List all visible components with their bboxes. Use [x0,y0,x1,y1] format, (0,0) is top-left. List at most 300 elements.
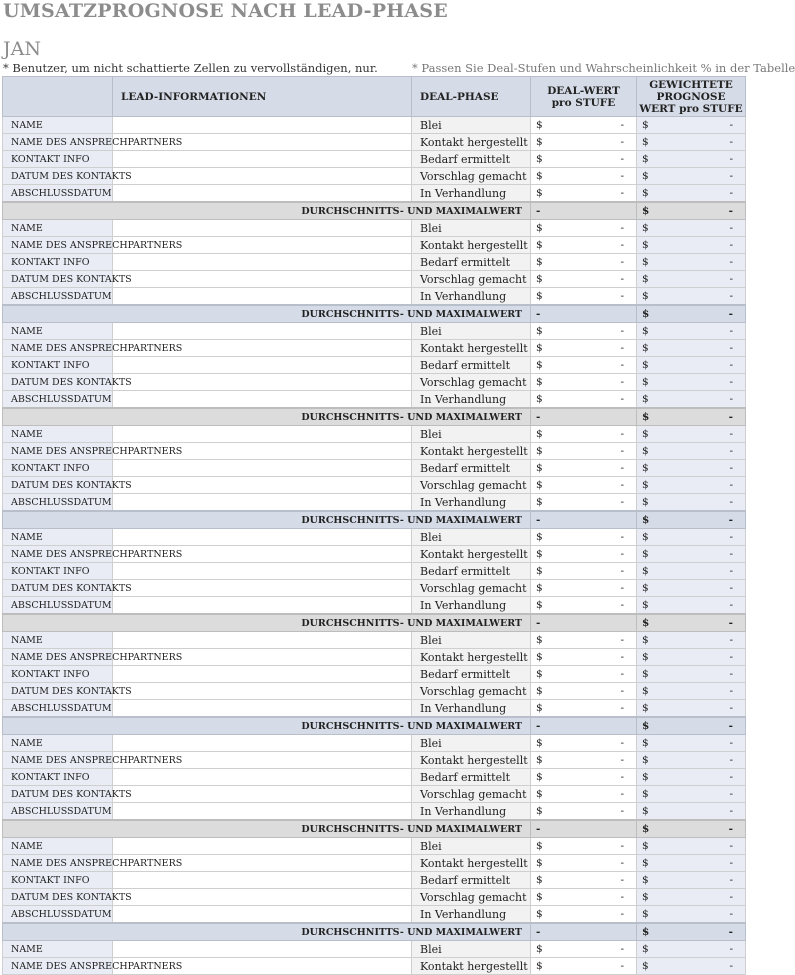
empty-value: - [620,479,624,491]
deal-value-cell[interactable] [531,220,637,237]
deal-value-cell-wrap [531,170,636,182]
row-label [3,580,132,597]
deal-value-cell[interactable] [531,683,637,700]
currency-symbol: $ [642,805,649,817]
currency-symbol: $ [536,462,543,474]
table-row [3,649,746,666]
average-deal-value-wrap [531,308,636,320]
deal-value-cell[interactable] [531,460,637,477]
weighted-value-cell [637,168,746,185]
empty-value: - [729,771,733,783]
deal-phase-cell[interactable]: In Verhandlung [412,494,531,512]
weighted-value-cell-wrap [637,548,745,560]
empty-value: - [536,926,541,938]
empty-value: - [620,668,624,680]
deal-phase-cell[interactable]: In Verhandlung [412,185,531,203]
currency-symbol: $ [642,239,649,251]
average-deal-value-wrap [531,926,636,938]
weighted-value-cell [637,443,746,460]
weighted-value-cell-wrap [637,943,745,955]
deal-value-cell[interactable] [531,391,637,409]
deal-phase-cell[interactable]: Vorschlag gemacht [412,477,531,494]
currency-symbol: $ [642,153,649,165]
deal-phase-cell[interactable]: Blei [412,323,531,340]
weighted-value-cell [637,752,746,769]
lead-input-cell[interactable] [113,872,412,889]
empty-value: - [620,153,624,165]
lead-input-cell[interactable] [113,597,412,615]
deal-phase-cell[interactable]: Vorschlag gemacht [412,580,531,597]
deal-phase-cell[interactable]: Kontakt hergestellt [412,237,531,254]
weighted-value-cell [637,597,746,615]
currency-symbol: $ [536,891,543,903]
deal-phase-cell[interactable]: Bedarf ermittelt [412,151,531,168]
currency-symbol: $ [642,462,649,474]
table-row [3,889,746,906]
deal-value-cell[interactable] [531,838,637,855]
deal-phase-cell[interactable]: Kontakt hergestellt [412,546,531,563]
deal-value-cell[interactable] [531,185,637,203]
deal-phase-cell[interactable]: Vorschlag gemacht [412,889,531,906]
weighted-value-cell [637,271,746,288]
deal-phase-cell[interactable]: Bedarf ermittelt [412,460,531,477]
deal-value-cell[interactable] [531,477,637,494]
deal-value-cell-wrap [531,548,636,560]
lead-input-cell[interactable] [113,666,412,683]
row-label-text: NAME [11,531,43,543]
deal-phase-cell[interactable]: In Verhandlung [412,700,531,718]
weighted-value-cell-wrap [637,479,745,491]
deal-value-cell[interactable] [531,168,637,185]
currency-symbol: $ [536,136,543,148]
deal-value-cell[interactable] [531,597,637,615]
currency-symbol: $ [642,634,649,646]
weighted-value-cell-wrap [637,754,745,766]
deal-value-cell-wrap [531,290,636,302]
currency-symbol: $ [642,874,649,886]
lead-input-cell[interactable] [113,632,412,649]
row-label-text: NAME [11,428,43,440]
lead-input-cell[interactable] [113,220,412,237]
deal-value-cell-wrap [531,462,636,474]
empty-value: - [620,531,624,543]
table-row [3,340,746,357]
empty-value: - [728,617,733,629]
empty-value: - [729,428,733,440]
empty-value: - [620,187,624,199]
deal-value-cell-wrap [531,908,636,920]
deal-value-cell[interactable] [531,134,637,151]
weighted-value-cell [637,323,746,340]
empty-value: - [620,874,624,886]
lead-input-cell[interactable] [113,426,412,443]
row-label [3,546,183,563]
currency-symbol: $ [536,805,543,817]
empty-value: - [620,805,624,817]
deal-value-cell[interactable] [531,855,637,872]
empty-value: - [620,496,624,508]
currency-symbol: $ [642,668,649,680]
lead-input-cell[interactable] [113,357,412,374]
max-weighted-value [637,820,746,838]
deal-value-cell[interactable] [531,323,637,340]
deal-value-cell[interactable] [531,649,637,666]
lead-input-cell[interactable] [113,254,412,271]
empty-value: - [729,943,733,955]
lead-input-cell[interactable] [113,271,412,288]
currency-symbol: $ [536,153,543,165]
empty-value: - [536,205,541,217]
currency-symbol: $ [642,514,650,526]
lead-input-cell[interactable] [113,494,412,512]
empty-value: - [620,651,624,663]
deal-phase-cell[interactable]: Vorschlag gemacht [412,786,531,803]
weighted-value-cell [637,563,746,580]
lead-input-cell[interactable] [113,529,412,546]
deal-value-cell-wrap [531,943,636,955]
deal-value-cell[interactable] [531,426,637,443]
table-row [3,151,746,168]
deal-phase-cell[interactable]: In Verhandlung [412,391,531,409]
deal-value-cell-wrap [531,445,636,457]
row-label [3,649,183,666]
lead-input-cell[interactable] [113,580,412,597]
currency-symbol: $ [536,256,543,268]
currency-symbol: $ [642,496,649,508]
deal-phase-cell[interactable]: In Verhandlung [412,288,531,306]
lead-input-cell[interactable] [113,769,412,786]
weighted-value-cell-wrap [637,222,745,234]
empty-value: - [620,548,624,560]
max-weighted-value-wrap [637,411,745,423]
deal-phase-cell[interactable]: Blei [412,220,531,237]
empty-value: - [729,256,733,268]
deal-value-cell[interactable] [531,580,637,597]
empty-value: - [729,685,733,697]
header-deal-value [531,77,637,117]
deal-value-cell[interactable] [531,237,637,254]
max-weighted-value-wrap [637,514,745,526]
empty-value: - [536,308,541,320]
lead-input-cell[interactable] [113,288,412,306]
deal-value-cell[interactable] [531,546,637,563]
table-row [3,546,746,563]
row-label-text: NAME DES ANSPRECHPARTNERS [11,342,183,354]
lead-input-cell[interactable] [113,563,412,580]
currency-symbol: $ [536,239,543,251]
deal-value-cell[interactable] [531,666,637,683]
deal-phase-cell[interactable]: Kontakt hergestellt [412,752,531,769]
currency-symbol: $ [642,119,649,131]
lead-input-cell[interactable] [113,151,412,168]
deal-value-cell[interactable] [531,494,637,512]
currency-symbol: $ [642,565,649,577]
weighted-value-cell-wrap [637,496,745,508]
lead-input-cell[interactable] [113,786,412,803]
currency-symbol: $ [536,445,543,457]
empty-value: - [729,668,733,680]
currency-symbol: $ [642,926,650,938]
deal-value-cell[interactable] [531,632,637,649]
table-row [3,477,746,494]
table-row [3,769,746,786]
average-deal-value-wrap [531,823,636,835]
deal-value-cell-wrap [531,702,636,714]
lead-input-cell[interactable] [113,185,412,203]
empty-value: - [620,634,624,646]
lead-input-cell[interactable] [113,168,412,185]
empty-value: - [728,205,733,217]
empty-value: - [728,514,733,526]
deal-phase-cell[interactable]: Blei [412,735,531,752]
lead-input-cell[interactable] [113,683,412,700]
empty-value: - [728,411,733,423]
deal-phase-cell[interactable]: Kontakt hergestellt [412,134,531,151]
table-row [3,906,746,924]
weighted-value-cell-wrap [637,857,745,869]
table-row [3,271,746,288]
empty-value: - [729,342,733,354]
weighted-value-cell-wrap [637,119,745,131]
row-label-text: ABSCHLUSSDATUM [11,805,112,817]
empty-value: - [729,582,733,594]
lead-input-cell[interactable] [113,889,412,906]
empty-value: - [729,857,733,869]
table-row [3,494,746,512]
deal-value-cell[interactable] [531,443,637,460]
deal-value-cell[interactable] [531,357,637,374]
empty-value: - [620,908,624,920]
deal-phase-cell[interactable]: Kontakt hergestellt [412,958,531,975]
average-max-label: DURCHSCHNITTS- UND MAXIMALWERT [3,923,531,941]
lead-input-cell[interactable] [113,803,412,821]
row-label-text: DATUM DES KONTAKTS [11,479,132,491]
row-label [3,700,113,718]
empty-value: - [729,222,733,234]
table-row [3,134,746,151]
deal-value-cell[interactable] [531,752,637,769]
currency-symbol: $ [536,908,543,920]
currency-symbol: $ [642,823,650,835]
table-row [3,752,746,769]
row-label [3,958,183,975]
deal-phase-cell[interactable]: Blei [412,632,531,649]
average-deal-value-wrap [531,205,636,217]
lead-input-cell[interactable] [113,477,412,494]
deal-phase-cell[interactable]: In Verhandlung [412,906,531,924]
empty-value: - [620,376,624,388]
deal-value-cell-wrap [531,599,636,611]
currency-symbol: $ [642,754,649,766]
lead-input-cell[interactable] [113,700,412,718]
deal-phase-cell[interactable]: Kontakt hergestellt [412,855,531,872]
deal-value-cell[interactable] [531,735,637,752]
lead-input-cell[interactable] [113,460,412,477]
header-lead-info: LEAD-INFORMATIONEN [113,77,412,117]
table-row [3,580,746,597]
deal-value-cell[interactable] [531,958,637,975]
deal-phase-cell[interactable]: Blei [412,117,531,134]
currency-symbol: $ [642,187,649,199]
empty-value: - [620,737,624,749]
max-weighted-value [637,923,746,941]
lead-input-cell[interactable] [113,391,412,409]
deal-phase-cell[interactable]: Blei [412,838,531,855]
currency-symbol: $ [536,342,543,354]
deal-phase-cell[interactable]: Blei [412,529,531,546]
average-max-row [3,408,746,426]
empty-value: - [620,136,624,148]
deal-value-cell[interactable] [531,941,637,958]
row-label [3,134,183,151]
deal-phase-cell[interactable]: Vorschlag gemacht [412,168,531,185]
currency-symbol: $ [642,531,649,543]
deal-phase-cell[interactable]: Bedarf ermittelt [412,357,531,374]
deal-phase-cell[interactable]: Vorschlag gemacht [412,271,531,288]
row-label [3,460,113,477]
currency-symbol: $ [536,960,543,972]
deal-phase-cell[interactable]: Blei [412,941,531,958]
deal-value-cell[interactable] [531,374,637,391]
weighted-value-cell [637,494,746,512]
row-label [3,477,132,494]
empty-value: - [620,222,624,234]
deal-value-cell[interactable] [531,254,637,271]
weighted-value-cell-wrap [637,634,745,646]
deal-value-cell-wrap [531,788,636,800]
empty-value: - [729,599,733,611]
lead-input-cell[interactable] [113,323,412,340]
deal-phase-cell[interactable]: Bedarf ermittelt [412,254,531,271]
deal-value-cell[interactable] [531,786,637,803]
currency-symbol: $ [536,290,543,302]
empty-value: - [728,720,733,732]
deal-phase-cell[interactable]: Kontakt hergestellt [412,649,531,666]
deal-phase-cell[interactable]: Vorschlag gemacht [412,683,531,700]
weighted-value-cell [637,580,746,597]
row-label [3,288,113,306]
average-deal-value [531,717,637,735]
deal-value-cell[interactable] [531,271,637,288]
deal-value-cell[interactable] [531,563,637,580]
header-weighted-line3: WERT pro STUFE [639,102,743,115]
empty-value: - [620,170,624,182]
lead-input-cell[interactable] [113,374,412,391]
table-row [3,941,746,958]
currency-symbol: $ [642,273,649,285]
empty-value: - [620,290,624,302]
lead-input-cell[interactable] [113,735,412,752]
lead-input-cell[interactable] [113,906,412,924]
deal-phase-cell[interactable]: In Verhandlung [412,803,531,821]
currency-symbol: $ [536,393,543,405]
empty-value: - [536,514,541,526]
row-label [3,220,113,237]
empty-value: - [620,960,624,972]
row-label [3,906,113,924]
currency-symbol: $ [642,788,649,800]
empty-value: - [729,479,733,491]
deal-value-cell[interactable] [531,340,637,357]
lead-input-cell[interactable] [113,838,412,855]
row-label-text: DATUM DES KONTAKTS [11,376,132,388]
average-max-row [3,202,746,220]
average-max-label: DURCHSCHNITTS- UND MAXIMALWERT [3,717,531,735]
weighted-value-cell [637,288,746,306]
weighted-value-cell [637,529,746,546]
lead-input-cell[interactable] [113,117,412,134]
table-row [3,391,746,409]
currency-symbol: $ [536,479,543,491]
empty-value: - [729,908,733,920]
deal-phase-cell[interactable]: Kontakt hergestellt [412,443,531,460]
empty-value: - [620,273,624,285]
deal-phase-cell[interactable]: Bedarf ermittelt [412,769,531,786]
weighted-value-cell-wrap [637,239,745,251]
row-label-text: ABSCHLUSSDATUM [11,187,112,199]
table-row [3,460,746,477]
currency-symbol: $ [536,634,543,646]
empty-value: - [620,462,624,474]
currency-symbol: $ [536,771,543,783]
lead-input-cell[interactable] [113,941,412,958]
deal-value-cell[interactable] [531,803,637,821]
deal-value-cell[interactable] [531,529,637,546]
weighted-value-cell [637,237,746,254]
weighted-value-cell-wrap [637,685,745,697]
average-max-label: DURCHSCHNITTS- UND MAXIMALWERT [3,408,531,426]
weighted-value-cell-wrap [637,599,745,611]
average-max-label: DURCHSCHNITTS- UND MAXIMALWERT [3,511,531,529]
table-row [3,872,746,889]
deal-value-cell[interactable] [531,872,637,889]
weighted-value-cell-wrap [637,702,745,714]
weighted-value-cell-wrap [637,874,745,886]
currency-symbol: $ [642,548,649,560]
deal-value-cell-wrap [531,582,636,594]
deal-phase-cell[interactable]: Bedarf ermittelt [412,563,531,580]
max-weighted-value-wrap [637,926,745,938]
deal-value-cell[interactable] [531,288,637,306]
empty-value: - [729,496,733,508]
deal-value-cell-wrap [531,273,636,285]
deal-value-cell[interactable] [531,769,637,786]
deal-phase-cell[interactable]: Vorschlag gemacht [412,374,531,391]
empty-value: - [729,445,733,457]
weighted-value-cell [637,889,746,906]
deal-phase-cell[interactable]: Blei [412,426,531,443]
deal-value-cell[interactable] [531,151,637,168]
row-label [3,117,113,134]
table-row [3,374,746,391]
deal-value-cell[interactable] [531,117,637,134]
deal-phase-cell[interactable]: Kontakt hergestellt [412,340,531,357]
deal-value-cell[interactable] [531,906,637,924]
empty-value: - [729,737,733,749]
deal-phase-cell[interactable]: In Verhandlung [412,597,531,615]
row-label [3,391,113,409]
deal-phase-cell[interactable]: Bedarf ermittelt [412,872,531,889]
deal-phase-cell[interactable]: Bedarf ermittelt [412,666,531,683]
currency-symbol: $ [642,205,650,217]
deal-value-cell-wrap [531,119,636,131]
weighted-value-cell [637,117,746,134]
deal-value-cell-wrap [531,393,636,405]
deal-value-cell[interactable] [531,889,637,906]
empty-value: - [729,290,733,302]
deal-value-cell[interactable] [531,700,637,718]
row-label-text: NAME DES ANSPRECHPARTNERS [11,136,183,148]
